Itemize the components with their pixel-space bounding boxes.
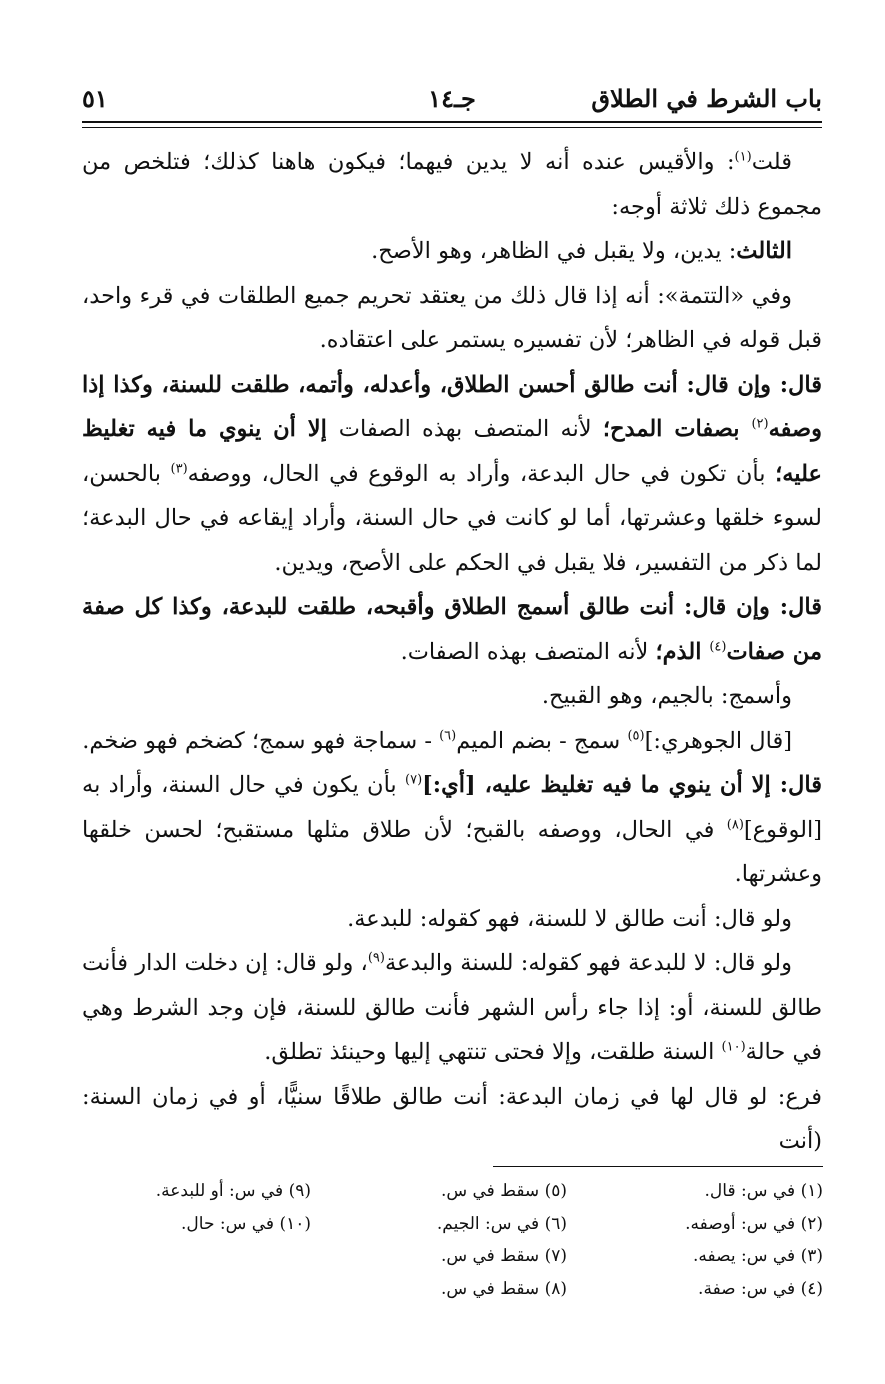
volume-label: جـ١٤ — [428, 84, 476, 113]
footnote-ref: (٦) — [439, 728, 457, 743]
footnote-separator — [493, 1166, 823, 1167]
running-header — [82, 82, 822, 116]
paragraph: قال: وإن قال: أنت طالق أسمج الطلاق وأقبحه، طلقت للبدعة، وكذا كل صفة من صفات$^{(٤)}$ الذم؛ لأنه المتصف بهذه الصفات. — [82, 594, 822, 665]
footnotes — [100, 1176, 823, 1306]
footnote: (٣) في س: يصفه. — [693, 1246, 823, 1266]
footnote — [100, 1274, 311, 1307]
footnote-ref: (٨) — [726, 817, 744, 832]
chapter-title: باب الشرط في الطلاق — [591, 84, 822, 113]
paragraph: وأسمج: بالجيم، وهو القبيح. — [541, 683, 792, 709]
header-rule-thick — [82, 121, 822, 123]
paragraph: الثالث: يدين، ولا يقبل في الظاهر، وهو الأصح. — [371, 238, 792, 264]
paragraph: ولو قال: لا للبدعة فهو كقوله: للسنة والبدعة$^{(٩)}$، ولو قال: إن دخلت الدار فأنت طالق للسنة، أو: إذا جاء رأس الشهر فأنت طالق للسنة، فإن وجد الشرط وهي في حالة$^{(١٠)}$ السنة طلقت، وإلا فحتى تنتهي إليها وحينئذ تطلق. — [82, 950, 822, 1065]
footnote-ref: (٩) — [367, 950, 385, 966]
footnote: (١) في س: قال. — [704, 1181, 823, 1201]
footnote-ref: (٤) — [709, 639, 727, 654]
footnote: (٥) سقط في س. — [440, 1181, 567, 1201]
header-rule-thin — [82, 127, 822, 128]
footnote: (٤) في س: صفة. — [698, 1278, 823, 1299]
footnote-ref: (١) — [734, 149, 752, 165]
footnote: (٩) في س: أو للبدعة. — [155, 1181, 311, 1201]
paragraph: وفي «التتمة»: أنه إذا قال ذلك من يعتقد تحريم جميع الطلقات في قرء واحد، قبل قوله في الظاهر؛ لأن تفسيره يستمر على اعتقاده. — [82, 282, 822, 353]
paragraph: ولو قال: أنت طالق لا للسنة، فهو كقوله: للبدعة. — [347, 905, 792, 932]
bold-term: الثالث — [736, 238, 792, 264]
footnote: (١٠) في س: حال. — [181, 1213, 311, 1234]
footnote: (٢) في س: أوصفه. — [685, 1213, 823, 1234]
footnote-ref: (١٠) — [721, 1039, 746, 1055]
paragraph: قال: وإن قال: أنت طالق أحسن الطلاق، وأعدله، وأتمه، طلقت للسنة، وكذا إذا وصفه$^{(٢)}$ بصفات المدح؛ لأنه المتصف بهذه الصفات إلا أن ينوي ما فيه تغليظ عليه؛ بأن تكون في حال البدعة، وأراد به الوقوع في الحال، ووصفه$^{(٣)}$ بالحسن، لسوء خلقها وعشرتها، أما لو كانت في حال السنة، وأراد إيقاعه في حال البدعة؛ لما ذكر من التفسير، فلا يقبل في الحكم على الأصح، ويدين. — [82, 371, 822, 576]
footnote: (٧) سقط في س. — [440, 1246, 567, 1266]
paragraph: [قال الجوهري:]$^{(٥)}$ سمج - بضم الميم$^{(٦)}$ - سماجة فهو سمج؛ كضخم فهو ضخم. — [82, 727, 792, 754]
footnote-ref: (٣) — [170, 461, 188, 476]
paragraph: قلت$^{(١)}$: والأقيس عنده أنه لا يدين فيهما؛ فيكون هاهنا كذلك؛ فتلخص من مجموع ذلك ثلاثة أوجه: — [82, 149, 822, 220]
footnote-ref: (٥) — [627, 728, 645, 743]
footnote-ref: (٧) — [405, 772, 423, 788]
footnote: (٨) سقط في س. — [440, 1278, 567, 1299]
footnote — [100, 1241, 311, 1274]
page-number: ٥١ — [82, 84, 108, 113]
paragraph: قال: إلا أن ينوي ما فيه تغليظ عليه، [أي:]$^{(٧)}$ بأن يكون في حال السنة، وأراد به [الوقوع]$^{(٨)}$ في الحال، ووصفه بالقبح؛ لأن طلاق مثلها مستقبح؛ لحسن خلقها وعشرتها. — [82, 772, 822, 887]
paragraph: فرع: لو قال لها في زمان البدعة: أنت طالق طلاقًا سنيًّا، أو في زمان السنة: (أنت — [82, 1083, 822, 1154]
main-text — [82, 140, 822, 1164]
footnote-ref: (٢) — [751, 416, 769, 432]
footnote: (٦) في س: الجيم. — [436, 1213, 567, 1234]
